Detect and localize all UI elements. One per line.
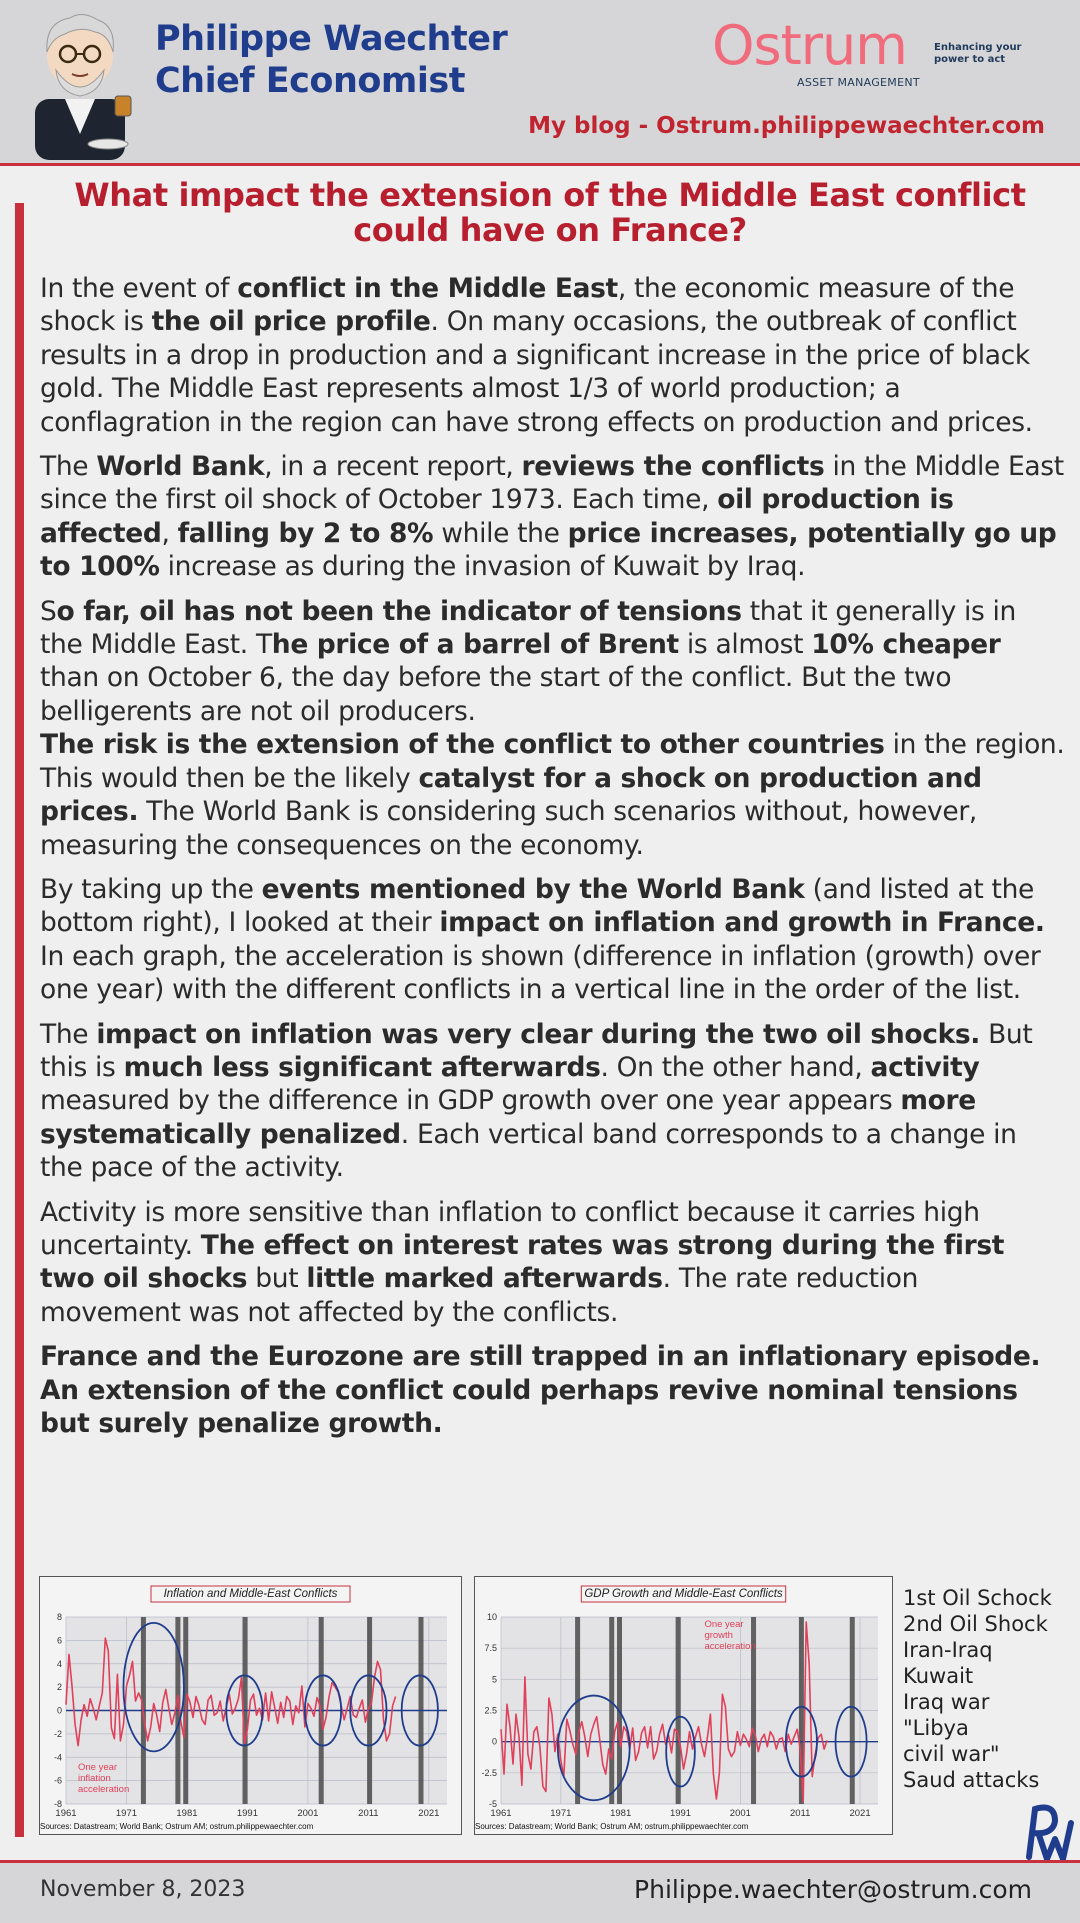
text-run: In each graph, the acceleration is shown (difference in inflation (growth) over one year) with the different conflicts in a vertical line in the order of the list. xyxy=(40,940,1041,1006)
bold-text-run: France and the Eurozone are still trapped in an inflationary episode. An extension of the conflict could perhaps revive nominal tensions but surely penalize growth. xyxy=(40,1341,1041,1439)
text-run: In the event of xyxy=(40,273,238,304)
text-run: By taking up the xyxy=(40,873,262,905)
logo-tagline: Enhancing your power to act xyxy=(934,42,1022,65)
chart-source: Sources: Datastream; World Bank; Ostrum AM; ostrum.philippewaechter.com xyxy=(475,1822,749,1831)
bold-text-run: impact on inflation was very clear during the two oil shocks. xyxy=(96,1018,981,1050)
y-tick-label: -8 xyxy=(53,1799,62,1809)
bold-text-run: he price of a barrel of Brent xyxy=(271,629,679,661)
text-run: , in a recent report, xyxy=(264,451,522,483)
x-tick-label: 1971 xyxy=(115,1808,138,1819)
y-tick-label: 4 xyxy=(56,1658,62,1669)
inflation-chart-svg xyxy=(40,1577,461,1834)
chart-title-group xyxy=(581,1586,785,1602)
chart-annotation: One year growth acceleration xyxy=(704,1619,756,1652)
bold-text-run: reviews the conflicts xyxy=(521,451,825,483)
bold-text-run: The risk is the extension of the conflict to other countries xyxy=(40,729,885,761)
text-run: , the economic measure of the shock is xyxy=(40,273,1015,338)
y-tick-label: -4 xyxy=(53,1752,62,1763)
article-body xyxy=(40,272,1065,1451)
conflict-list-item: Iraq war xyxy=(903,1690,990,1714)
text-run: The World Bank is considering such scenarios without, however, measuring the consequences on the economy. xyxy=(40,796,977,861)
text-run: in the region. This would then be the likely xyxy=(40,729,1065,794)
paragraph xyxy=(40,1340,1065,1440)
text-run: that it generally is in the Middle East. T xyxy=(40,595,1017,661)
article-title: What impact the extension of the Middle East conflict could have on France? xyxy=(74,176,1026,249)
bold-text-run: o far, oil has not been the indicator of tensions xyxy=(56,595,742,627)
y-tick-label: -5 xyxy=(488,1799,497,1809)
x-tick-label: 1981 xyxy=(176,1808,198,1819)
y-tick-label: -2.5 xyxy=(481,1767,497,1778)
y-tick-label: 0 xyxy=(56,1705,62,1716)
text-run: . The rate reduction movement was not affected by the conflicts. xyxy=(40,1263,919,1328)
x-tick-label: 2001 xyxy=(729,1808,751,1819)
ostrum-logo xyxy=(712,14,1032,92)
gdp-chart-svg xyxy=(475,1577,892,1834)
chart-source: Sources: Datastream; World Bank; Ostrum AM; ostrum.philippewaechter.com xyxy=(40,1822,314,1831)
conflict-band xyxy=(575,1617,580,1804)
author-email[interactable]: Philippe.waechter@ostrum.com xyxy=(634,1875,1032,1904)
bold-text-run: price increases, potentially go up to 100% xyxy=(40,517,1057,583)
paragraph xyxy=(40,595,1065,729)
author-caricature-image xyxy=(20,4,140,160)
bold-text-run: impact on inflation and growth in France. xyxy=(439,907,1045,939)
chart-title: GDP Growth and Middle-East Conflicts xyxy=(584,1588,783,1600)
x-tick-label: 2011 xyxy=(358,1808,379,1819)
y-tick-label: -2 xyxy=(53,1728,62,1739)
y-tick-label: 7.5 xyxy=(484,1643,497,1654)
text-run: (and listed at the bottom right), I looked at their xyxy=(40,873,1034,939)
author-title-line: Chief Economist xyxy=(155,61,465,101)
chart-title: Inflation and Middle-East Conflicts xyxy=(163,1588,338,1600)
text-run: S xyxy=(40,595,57,627)
conflict-list-item: 2nd Oil Shock xyxy=(903,1612,1048,1636)
conflict-list-item: Iran-Iraq xyxy=(903,1638,993,1662)
x-tick-label: 1991 xyxy=(669,1808,692,1819)
paragraph xyxy=(40,1018,1065,1185)
inflation-chart xyxy=(39,1576,462,1835)
footer xyxy=(0,1860,1080,1923)
gdp-chart xyxy=(474,1576,893,1835)
x-tick-label: 2011 xyxy=(789,1808,811,1819)
x-tick-label: 1981 xyxy=(610,1808,632,1819)
blog-link[interactable]: My blog - Ostrum.philippewaechter.com xyxy=(528,113,1045,139)
x-tick-label: 2021 xyxy=(849,1808,871,1819)
text-run: The xyxy=(40,451,97,483)
conflict-list-item: 1st Oil Schock xyxy=(903,1586,1052,1610)
left-accent-bar xyxy=(15,203,24,1837)
text-run: The xyxy=(40,1018,97,1050)
pw-monogram-logo xyxy=(1015,1795,1075,1865)
y-tick-label: 0 xyxy=(491,1736,497,1747)
y-tick-label: 10 xyxy=(486,1612,497,1622)
text-run: , xyxy=(161,517,178,549)
bold-text-run: little marked afterwards xyxy=(306,1263,663,1295)
x-tick-label: 1961 xyxy=(55,1808,77,1819)
text-run: . Each vertical band corresponds to a change in the pace of the activity. xyxy=(40,1118,1017,1184)
text-run: than on October 6, the day before the start of the conflict. But the two belligerents are not oil producers. xyxy=(40,662,952,727)
x-tick-label: 1961 xyxy=(490,1808,512,1819)
paragraph xyxy=(40,272,1065,439)
bold-text-run: much less significant afterwards xyxy=(123,1051,601,1083)
bold-text-run: World Bank xyxy=(96,451,265,483)
paragraph xyxy=(40,1196,1065,1330)
text-run: . On the other hand, xyxy=(600,1051,871,1083)
text-run: but xyxy=(247,1263,307,1295)
chart-annotation: One year inflation acceleration xyxy=(78,1762,130,1795)
text-run: measured by the difference in GDP growth over one year appears xyxy=(40,1085,901,1117)
x-tick-label: 2001 xyxy=(297,1808,319,1819)
bold-text-run: 10% cheaper xyxy=(811,629,1001,661)
y-tick-label: 6 xyxy=(56,1635,62,1646)
y-tick-label: 2.5 xyxy=(484,1705,497,1716)
text-run: is almost xyxy=(678,629,812,661)
text-run: . On many occasions, the outbreak of conflict results in a drop in production and a significant increase in the price of black gold. The Middle East represents almost 1/3 of world production; a conflagration in the region can have strong effects on production and prices. xyxy=(40,306,1033,438)
bold-text-run: oil production is affected xyxy=(40,484,954,549)
x-tick-label: 2021 xyxy=(418,1808,440,1819)
x-tick-label: 1971 xyxy=(550,1808,572,1819)
text-run: Activity is more sensitive than inflation to conflict because it carries high uncertainty. xyxy=(40,1196,980,1261)
bold-text-run: more systematically penalized xyxy=(40,1085,976,1150)
bold-text-run: the oil price profile xyxy=(151,306,431,338)
author-name xyxy=(155,18,507,102)
conflict-list xyxy=(903,1585,1052,1793)
text-run: increase as during the invasion of Kuwait by Iraq. xyxy=(159,551,806,583)
logo-wordmark: Ostrum xyxy=(712,14,907,77)
text-run: while the xyxy=(433,517,568,549)
y-tick-label: 5 xyxy=(491,1674,497,1685)
conflict-list-item: "Libya xyxy=(903,1716,969,1740)
y-tick-label: -6 xyxy=(53,1775,62,1786)
conflict-band xyxy=(609,1617,614,1804)
bold-text-run: conflict in the Middle East xyxy=(237,273,618,304)
chart-title-group xyxy=(151,1586,350,1602)
header xyxy=(0,0,1080,166)
text-run: in the Middle East since the first oil shock of October 1973. Each time, xyxy=(40,451,1064,516)
bold-text-run: falling by 2 to 8% xyxy=(177,517,434,549)
bold-text-run: events mentioned by the World Bank xyxy=(261,873,805,905)
paragraph xyxy=(40,728,1065,862)
paragraph xyxy=(40,450,1065,584)
author-name-line: Philippe Waechter xyxy=(155,19,508,59)
y-tick-label: 8 xyxy=(56,1612,62,1622)
logo-subtitle: ASSET MANAGEMENT xyxy=(797,76,920,89)
bold-text-run: catalyst for a shock on production and prices. xyxy=(40,762,982,828)
conflict-list-item: Kuwait xyxy=(903,1664,974,1688)
bold-text-run: activity xyxy=(870,1051,980,1083)
bold-text-run: The effect on interest rates was strong during the first two oil shocks xyxy=(40,1229,1005,1295)
y-tick-label: 2 xyxy=(56,1682,62,1693)
conflict-list-item: civil war" xyxy=(903,1742,1000,1766)
conflict-list-item: Saud attacks xyxy=(903,1768,1040,1792)
publication-date: November 8, 2023 xyxy=(40,1877,246,1902)
paragraph xyxy=(40,873,1065,1007)
conflict-band xyxy=(676,1617,681,1804)
text-run: But this is xyxy=(40,1018,1033,1083)
x-tick-label: 1991 xyxy=(236,1808,258,1819)
